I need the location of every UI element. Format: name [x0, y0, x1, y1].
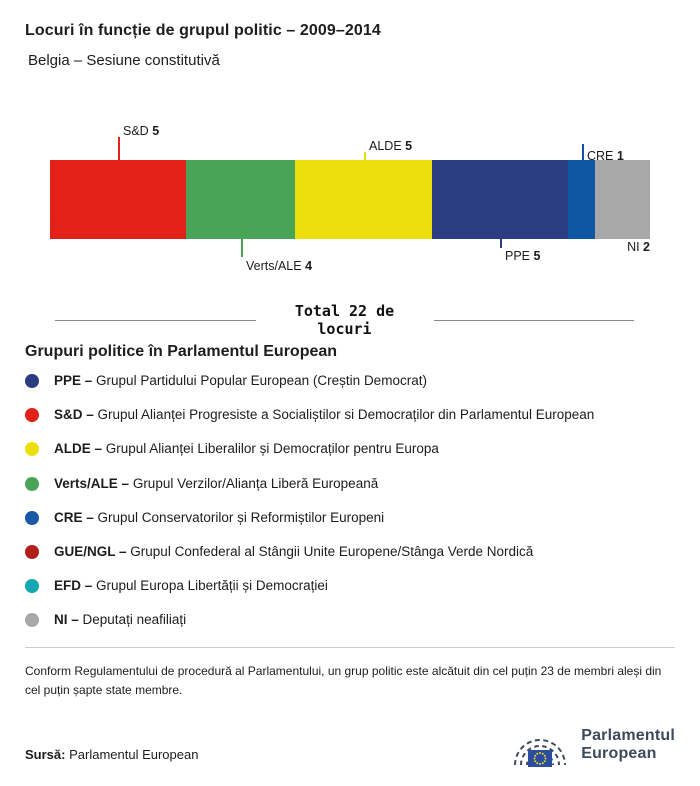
ep-logo-icon	[508, 722, 572, 768]
legend-item	[25, 476, 675, 492]
legend-list	[25, 373, 675, 629]
group-name: Grupul Alianței Progresiste a Socialiștilor si Democraților din Parlamentul European	[97, 407, 595, 423]
total-rule-right	[434, 320, 635, 321]
group-color-dot	[25, 442, 39, 456]
group-name: Deputați neafiliați	[82, 612, 187, 628]
source-value: Parlamentul European	[69, 746, 199, 762]
leader-line-sd	[118, 137, 120, 160]
ep-logo-text	[581, 727, 675, 763]
legend-item	[25, 612, 675, 628]
group-color-dot	[25, 545, 39, 559]
group-color-dot	[25, 579, 39, 593]
leader-line-vertsale	[241, 239, 243, 257]
group-name: Grupul Verzilor/Alianța Liberă Europeană	[132, 475, 379, 491]
source-label: Sursă:	[25, 746, 66, 762]
bar-segment-cre	[568, 160, 595, 239]
total-rule-left	[55, 320, 256, 321]
legend-item	[25, 441, 675, 457]
group-abbr: NI –	[54, 612, 79, 628]
group-name: Grupul Europa Libertății și Democrației	[96, 578, 328, 594]
legend-item	[25, 578, 675, 594]
footer-divider	[25, 647, 675, 648]
group-color-dot	[25, 477, 39, 491]
ep-logo-line1: Parlamentul	[581, 726, 675, 744]
group-name: Grupul Confederal al Stângii Unite Europene/Stânga Verde Nordică	[130, 543, 534, 559]
seat-distribution-chart	[50, 104, 650, 295]
group-abbr: S&D –	[54, 407, 94, 423]
legend-item	[25, 510, 675, 526]
group-color-dot	[25, 374, 39, 388]
bar-label-sd: S&D 5	[123, 124, 160, 138]
leader-line-cre	[582, 144, 584, 160]
page-title: Locuri în funcție de grupul politic – 2009–2014	[25, 22, 381, 39]
group-name: Grupul Conservatorilor și Reformiștilor Europeni	[97, 509, 385, 525]
footer-bottom	[25, 722, 675, 768]
group-abbr: Verts/ALE –	[54, 475, 130, 491]
bar-segment-ppe	[432, 160, 568, 239]
legend-item	[25, 373, 675, 389]
leader-line-alde	[364, 152, 366, 160]
bar-segment-alde	[295, 160, 431, 239]
legend-heading: Grupuri politice în Parlamentul European	[25, 343, 338, 360]
bar-label-cre: CRE 1	[587, 149, 624, 163]
bar-segment-ni	[595, 160, 650, 239]
legend-item	[25, 407, 675, 423]
ep-logo-line2: European	[581, 744, 657, 762]
bar-labels-bottom	[50, 239, 650, 295]
total-seats-label: Total 22 de locuri	[294, 302, 395, 338]
bar-label-alde: ALDE 5	[369, 139, 413, 153]
footnote: Conform Regulamentului de procedură al Parlamentului, un grup politic este alcătuit din cel puțin 23 de membri aleși din cel puțin șapte state membre.	[25, 663, 662, 697]
group-abbr: EFD –	[54, 578, 93, 594]
legend-item	[25, 544, 675, 560]
ep-logo	[508, 722, 675, 768]
total-seats	[55, 302, 634, 338]
source	[25, 747, 198, 768]
page-subtitle: Belgia – Sesiune constitutivă	[28, 52, 220, 69]
group-name: Grupul Partidului Popular European (Creștin Democrat)	[96, 373, 427, 388]
bar-label-vertsale: Verts/ALE 4	[246, 259, 313, 273]
group-name: Grupul Alianței Liberalilor și Democraților pentru Europa	[105, 441, 439, 457]
group-abbr: CRE –	[54, 509, 94, 525]
group-color-dot	[25, 408, 39, 422]
seat-bar	[50, 160, 650, 239]
group-color-dot	[25, 613, 39, 627]
bar-label-ppe: PPE 5	[505, 249, 541, 263]
bar-segment-sd	[50, 160, 186, 239]
bar-segment-vertsale	[186, 160, 295, 239]
bar-label-ni: NI 2	[627, 240, 650, 254]
leader-line-ppe	[500, 239, 502, 248]
group-abbr: ALDE –	[54, 441, 103, 457]
group-abbr: PPE –	[54, 373, 93, 388]
group-color-dot	[25, 511, 39, 525]
group-abbr: GUE/NGL –	[54, 543, 127, 559]
bar-labels-top	[50, 104, 650, 163]
